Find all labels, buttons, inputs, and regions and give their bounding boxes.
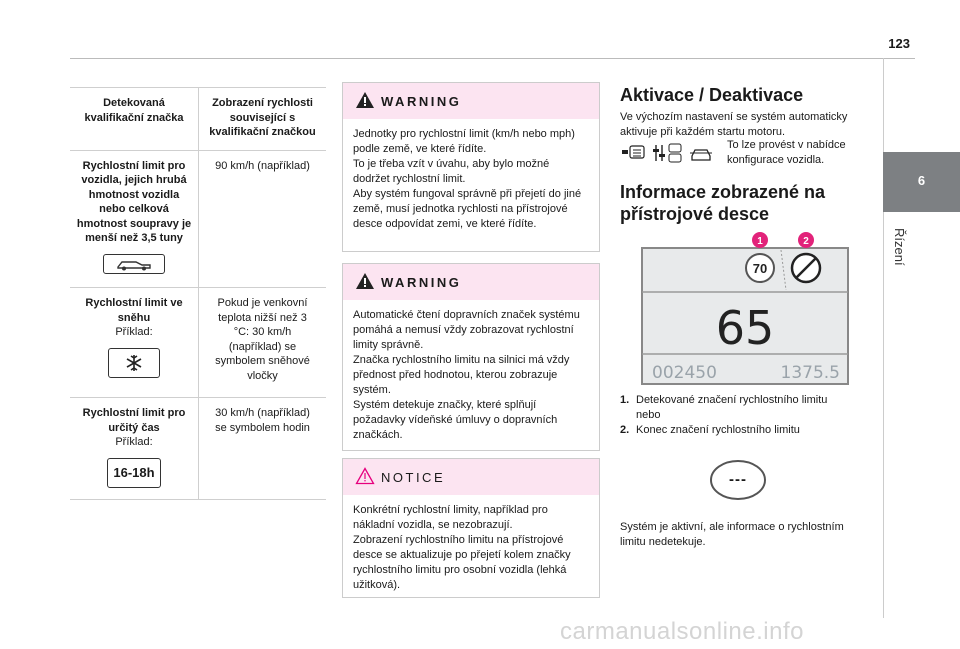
notice-header [343, 459, 599, 495]
no-info-note: Systém je aktivní, ale informace o rychlostním limitu nedetekuje. [620, 521, 844, 548]
config-icons [620, 142, 720, 164]
settings-icon [653, 144, 681, 162]
warning-text: Jednotky pro rychlostní limit (km/h nebo mph) podle země, ve které řídíte. To je třeba vzít v úvahu, aby bylo možné dodržet rychlostní limit. Aby systém fungoval správně při přejetí do jiné země, musí jednotka rychlosti na přístrojové desce odpovídat zemi, ve které řídíte. [353, 128, 582, 230]
trip-meter: 1375.5 [780, 363, 840, 383]
chapter-label: Řízení [892, 228, 907, 266]
warning-header [343, 83, 599, 119]
row-label: Rychlostní limit ve sněhu [85, 297, 183, 324]
row-sub: Příklad: [115, 436, 153, 448]
table-header-col2: Zobrazení rychlosti související s kvalifikační značkou [199, 88, 327, 151]
side-rule [883, 58, 884, 618]
table-row [70, 398, 326, 500]
sign-value: 70 [752, 261, 768, 276]
car-settings-icon [690, 150, 712, 160]
odometer: 002450 [652, 363, 717, 383]
chapter-number: 6 [917, 173, 926, 188]
list-item: 2. Konec značení rychlostního limitu [620, 424, 800, 436]
warning-header [343, 264, 599, 300]
snowflake-icon [108, 348, 160, 378]
activation-heading: Aktivace / Deaktivace [620, 85, 804, 105]
warning-text: Automatické čtení dopravních značek systému pomáhá a nemusí vždy zobrazovat rychlostní limity správně. Značka rychlostního limitu na silnici má vždy přednost před hodnotou, kterou zobrazuje systém. Systém detekuje značky, které splňují požadavky vídeňské úmluvy o dopravních značkách. [353, 309, 580, 441]
notice-title: NOTICE [381, 470, 446, 485]
time-sign-text: 16-18h [113, 464, 155, 480]
watermark: carmanualsonline.info [560, 618, 804, 645]
notice-triangle-icon [355, 467, 375, 485]
menu-icon [622, 146, 644, 158]
warning-triangle-icon [355, 91, 375, 109]
chapter-tab[interactable] [883, 152, 960, 212]
header-rule [70, 58, 915, 59]
row-value: Pokud je venkovní teplota nižší než 3 °C: 30 km/h (například) se symbolem sněhové vločky [199, 288, 327, 398]
page-number: 123 [888, 36, 910, 51]
legend-list [620, 393, 860, 438]
warning-title: WARNING [381, 275, 462, 290]
warning-triangle-icon [355, 272, 375, 290]
svg-text:1: 1 [757, 236, 763, 247]
speed-value: 65 [715, 301, 775, 355]
no-info-display-icon [709, 459, 767, 501]
warning-title: WARNING [381, 94, 462, 109]
svg-text:2: 2 [803, 236, 809, 247]
warning-box-1 [342, 82, 600, 252]
row-value: 90 km/h (například) [199, 150, 327, 288]
notice-box [342, 458, 600, 598]
warning-box-2 [342, 263, 600, 451]
row-sub: Příklad: [115, 326, 153, 338]
table-header-col1: Detekovaná kvalifikační značka [70, 88, 199, 151]
dash-symbol: --- [729, 471, 747, 488]
cluster-display [640, 228, 850, 388]
sign-table [70, 87, 326, 500]
truck-icon [103, 254, 165, 274]
time-sign-icon [107, 458, 161, 488]
table-header-row [70, 88, 326, 151]
table-row [70, 150, 326, 288]
notice-text: Konkrétní rychlostní limity, například pro nákladní vozidla, se nezobrazují. Zobrazení rychlostního limitu na přístrojové desce se aktualizuje po přejetí kolem značky rychlostního limitu pro osobní vozidla (lehká užitková). [353, 504, 571, 591]
info-heading: Informace zobrazené na přístrojové desce [620, 182, 826, 224]
table-row [70, 288, 326, 398]
list-item: 1. Detekované značení rychlostního limitu nebo [620, 394, 828, 421]
activation-text: Ve výchozím nastavení se systém automaticky aktivuje při každém startu motoru. [620, 111, 848, 138]
row-label: Rychlostní limit pro vozidla, jejich hrubá hmotnost vozidla nebo celková hmotnost soupravy je menší než 3,5 tuny [76, 159, 192, 244]
config-text: To lze provést v nabídce konfigurace vozidla. [727, 139, 846, 166]
row-value: 30 km/h (například) se symbolem hodin [199, 398, 327, 500]
row-label: Rychlostní limit pro určitý čas [82, 407, 186, 434]
